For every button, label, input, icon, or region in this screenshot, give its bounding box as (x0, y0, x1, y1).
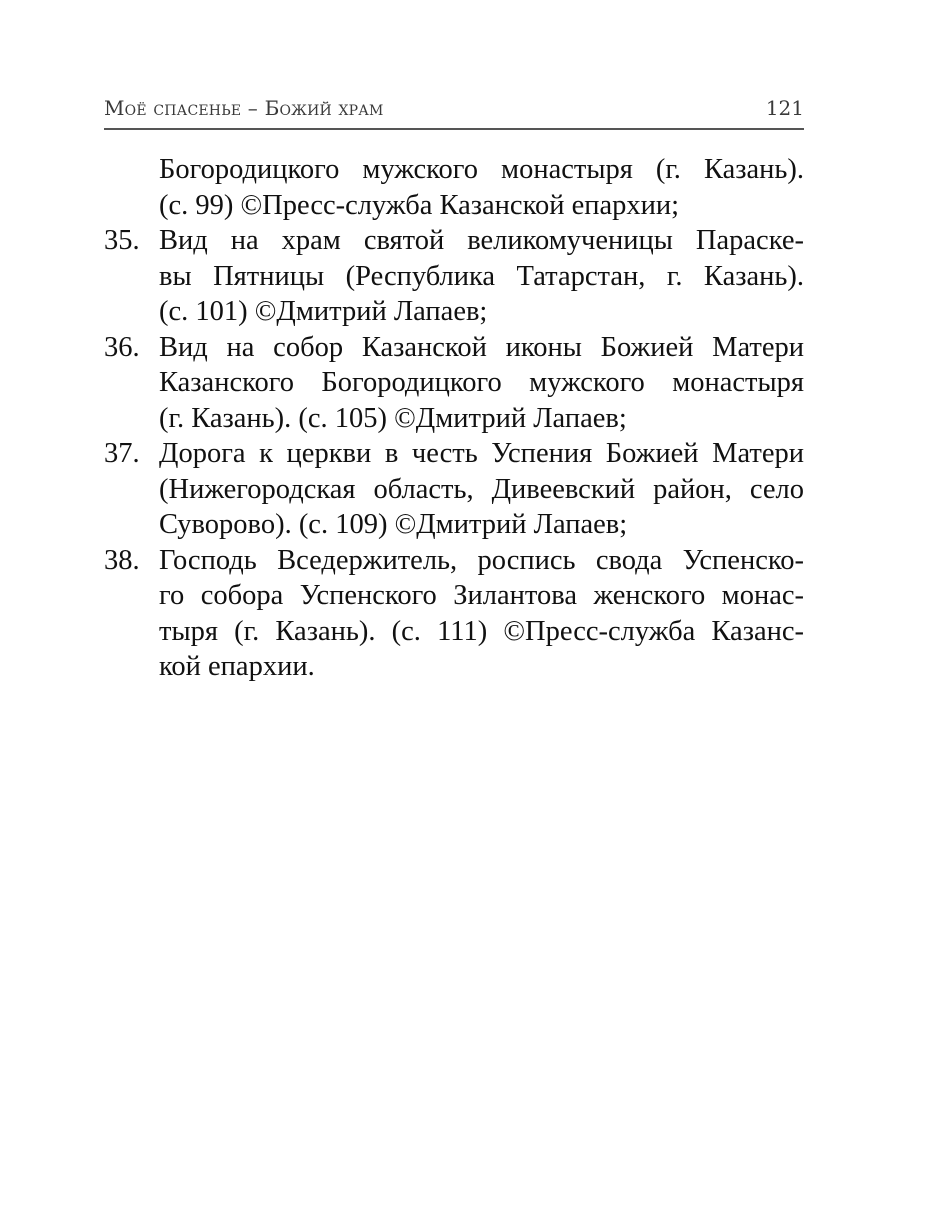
item-text-line: (г. Казань). (с. 105) ©Дмитрий Лапаев; (159, 402, 627, 434)
item-text-line: (с. 99) ©Пресс-служба Казанской епархии; (159, 189, 680, 221)
item-text-line: Господь Вседержитель, роспись свода Успенско- (159, 544, 804, 576)
list-item (104, 152, 804, 223)
item-text-line: Казанского Богородицкого мужского монастыря (159, 367, 804, 398)
list-item (104, 223, 804, 330)
item-number: 35. (104, 225, 140, 256)
page-number: 121 (765, 96, 804, 120)
item-text-line: Вид на храм святой великомученицы Параске- (159, 225, 804, 256)
item-text-line: тыря (г. Казань). (с. 111) ©Пресс-служба Казанс- (159, 615, 804, 647)
item-text-line: кой епархии. (159, 651, 315, 682)
item-text-line: (Нижегородская область, Дивеевский район, село (159, 473, 804, 505)
item-number: 38. (104, 544, 140, 576)
list-item (104, 436, 804, 543)
item-text-line: Суворово). (с. 109) ©Дмитрий Лапаев; (159, 509, 628, 540)
list-item (104, 330, 804, 437)
item-text-line: (с. 101) ©Дмитрий Лапаев; (159, 296, 488, 327)
item-number: 36. (104, 331, 140, 363)
list-item (104, 543, 804, 685)
item-text-line: вы Пятницы (Республика Татарстан, г. Казань). (159, 260, 804, 292)
item-number: 37. (104, 438, 140, 469)
item-text-line: Дорога к церкви в честь Успения Божией Матери (159, 438, 804, 469)
item-text-line: Богородицкого мужского монастыря (г. Казань). (159, 154, 804, 185)
item-text-line: го собора Успенского Зилантова женского монас- (159, 580, 804, 611)
item-text-line: Вид на собор Казанской иконы Божией Матери (159, 331, 804, 363)
running-header-title: Моё спасенье – Божий храм (104, 96, 384, 120)
running-header (104, 94, 804, 130)
photo-credits-list (104, 152, 804, 685)
